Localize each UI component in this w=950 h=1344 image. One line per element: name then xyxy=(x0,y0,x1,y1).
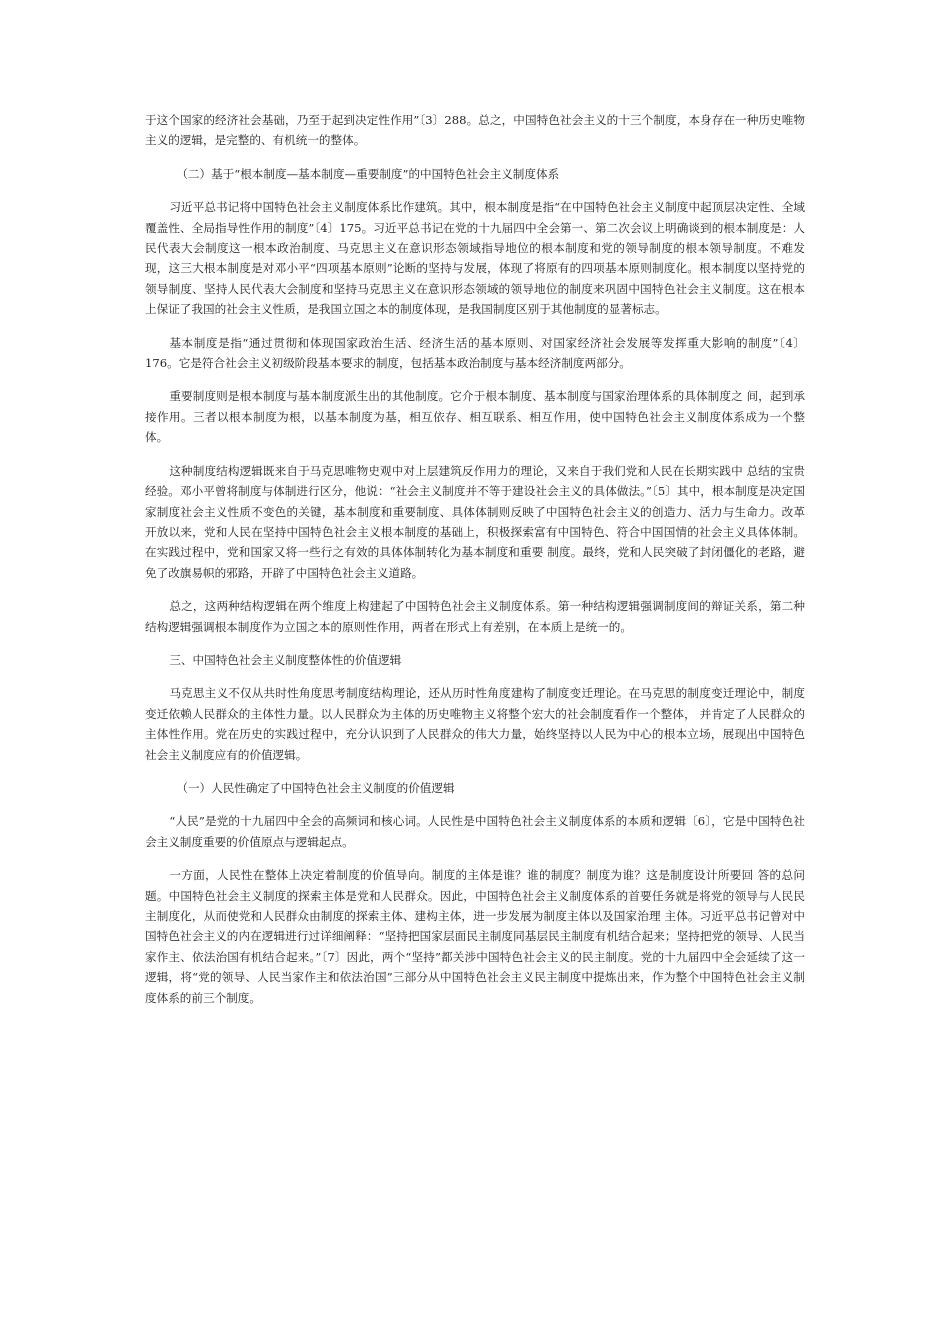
body-paragraph: 基本制度是指“通过贯彻和体现国家政治生活、经济生活的基本原则、对国家经济社会发展等发挥重大影响的制度”〔4〕176。它是符合社会主义初级阶段基本要求的制度，包括基本政治制度与基本经济制度两部分。 xyxy=(145,335,805,371)
section-heading: 三、中国特色社会主义制度整体性的价值逻辑 xyxy=(169,652,402,667)
paragraph-continuation: 于这个国家的经济社会基础，乃至于起到决定性作用”〔3〕288。总之，中国特色社会主义的十三个制度，本身存在一种历史唯物主义的逻辑，是完整的、有机统一的整体。 xyxy=(145,113,805,148)
body-paragraph: “人民”是党的十九届四中全会的高频词和核心词。人民性是中国特色社会主义制度体系的本质和逻辑〔6〕，它是中国特色社会主义制度重要的价值原点与逻辑起点。 xyxy=(145,814,805,849)
section-subheading: （一）人民性确定了中国特色社会主义制度的价值逻辑 xyxy=(176,780,455,795)
section-subheading: （二）基于“根本制度—基本制度—重要制度”的中国特色社会主义制度体系 xyxy=(176,166,560,181)
body-paragraph: 马克思主义不仅从共时性角度思考制度结构理论，还从历时性角度建构了制度变迁理论。在马克思的制度变迁理论中，制度变迁依赖人民群众的主体性力量。以人民群众为主体的历史唯物主义将整个宏大的社会制度看作一个整体， 并肯定了人民群众的主体性作用。党在历史的实践过程中，充分认识到了人民群众的伟大力量，始终坚持以人民为中心的根本立场，展现出中国特色社会主义制度应有的价值逻辑。 xyxy=(145,686,805,762)
body-paragraph: 重要制度则是根本制度与基本制度派生出的其他制度。它介于根本制度、基本制度与国家治理体系的具体制度之 间，起到承接作用。三者以根本制度为根，以基本制度为基，相互依存、相互联系、相互作用，使中国特色社会主义制度体系成为一个整体。 xyxy=(145,389,805,445)
body-paragraph: 一方面，人民性在整体上决定着制度的价值导向。制度的主体是谁？谁的制度？制度为谁？这是制度设计所要回 答的总问题。中国特色社会主义制度的探索主体是党和人民群众。因此，中国特色社会主义制度体系的首要任务就是将党的领导与人民民主制度化，从而使党和人民群众由制度的探索主体、建构主体，进一步发展为制度主体以及国家治理 主体。习近平总书记曾对中国特色社会主义的内在逻辑进行过详细阐释：“坚持把国家层面民主制度同基层民主制度有机结合起来；坚持把党的领导、人民当家作主、依法治国有机结合起来。”〔7〕因此，两个“坚持”都关涉中国特色社会主义的民主制度。党的十九届四中全会延续了这一逻辑，将“党的领导、人民当家作主和依法治国”三部分从中国特色社会主义民主制度中提炼出来，作为整个中国特色社会主义制度体系的前三个制度。 xyxy=(145,868,805,1005)
body-paragraph: 总之，这两种结构逻辑在两个维度上构建起了中国特色社会主义制度体系。第一种结构逻辑强调制度间的辩证关系，第二种结构逻辑强调根本制度作为立国之本的原则性作用，两者在形式上有差别，在本质上是统一的。 xyxy=(145,599,805,634)
document-page xyxy=(145,110,805,1021)
body-paragraph: 习近平总书记将中国特色社会主义制度体系比作建筑。其中，根本制度是指“在中国特色社会主义制度中起顶层决定性、全域覆盖性、全局指导性作用的制度”〔4〕175。习近平总书记在党的十九届四中全会第一、第二次会议上明确谈到的根本制度是：人民代表大会制度这一根本政治制度、马克思主义在意识形态领域指导地位的根本制度和党的领导制度的根本领导制度。不难发现，这三大根本制度是对邓小平“四项基本原则”论断的坚持与发展，体现了将原有的四项基本原则制度化。根本制度以坚持党的领导制度、坚持人民代表大会制度和坚持马克思主义在意识形态领域的领导地位的制度来巩固中国特色社会主义制度。这在根本上保证了我国的社会主义性质，是我国立国之本的制度体现，是我国制度区别于其他制度的显著标志。 xyxy=(145,200,805,317)
body-paragraph: 这种制度结构逻辑既来自于马克思唯物史观中对上层建筑反作用力的理论，又来自于我们党和人民在长期实践中 总结的宝贵经验。邓小平曾将制度与体制进行区分，他说：“社会主义制度并不等于建设社会主义的具体做法。”〔5〕其中，根本制度是决定国家制度社会主义性质不变色的关键，基本制度和重要制度、具体体制则反映了中国特色社会主义的创造力、活力与生命力。改革开放以来，党和人民在坚持中国特色社会主义根本制度的基础上，积极探索富有中国特色、符合中国国情的社会主义具体体制。在实践过程中，党和国家又将一些行之有效的具体体制转化为基本制度和重要 制度。最终，党和人民突破了封闭僵化的老路，避免了改旗易帜的邪路，开辟了中国特色社会主义道路。 xyxy=(145,463,805,580)
